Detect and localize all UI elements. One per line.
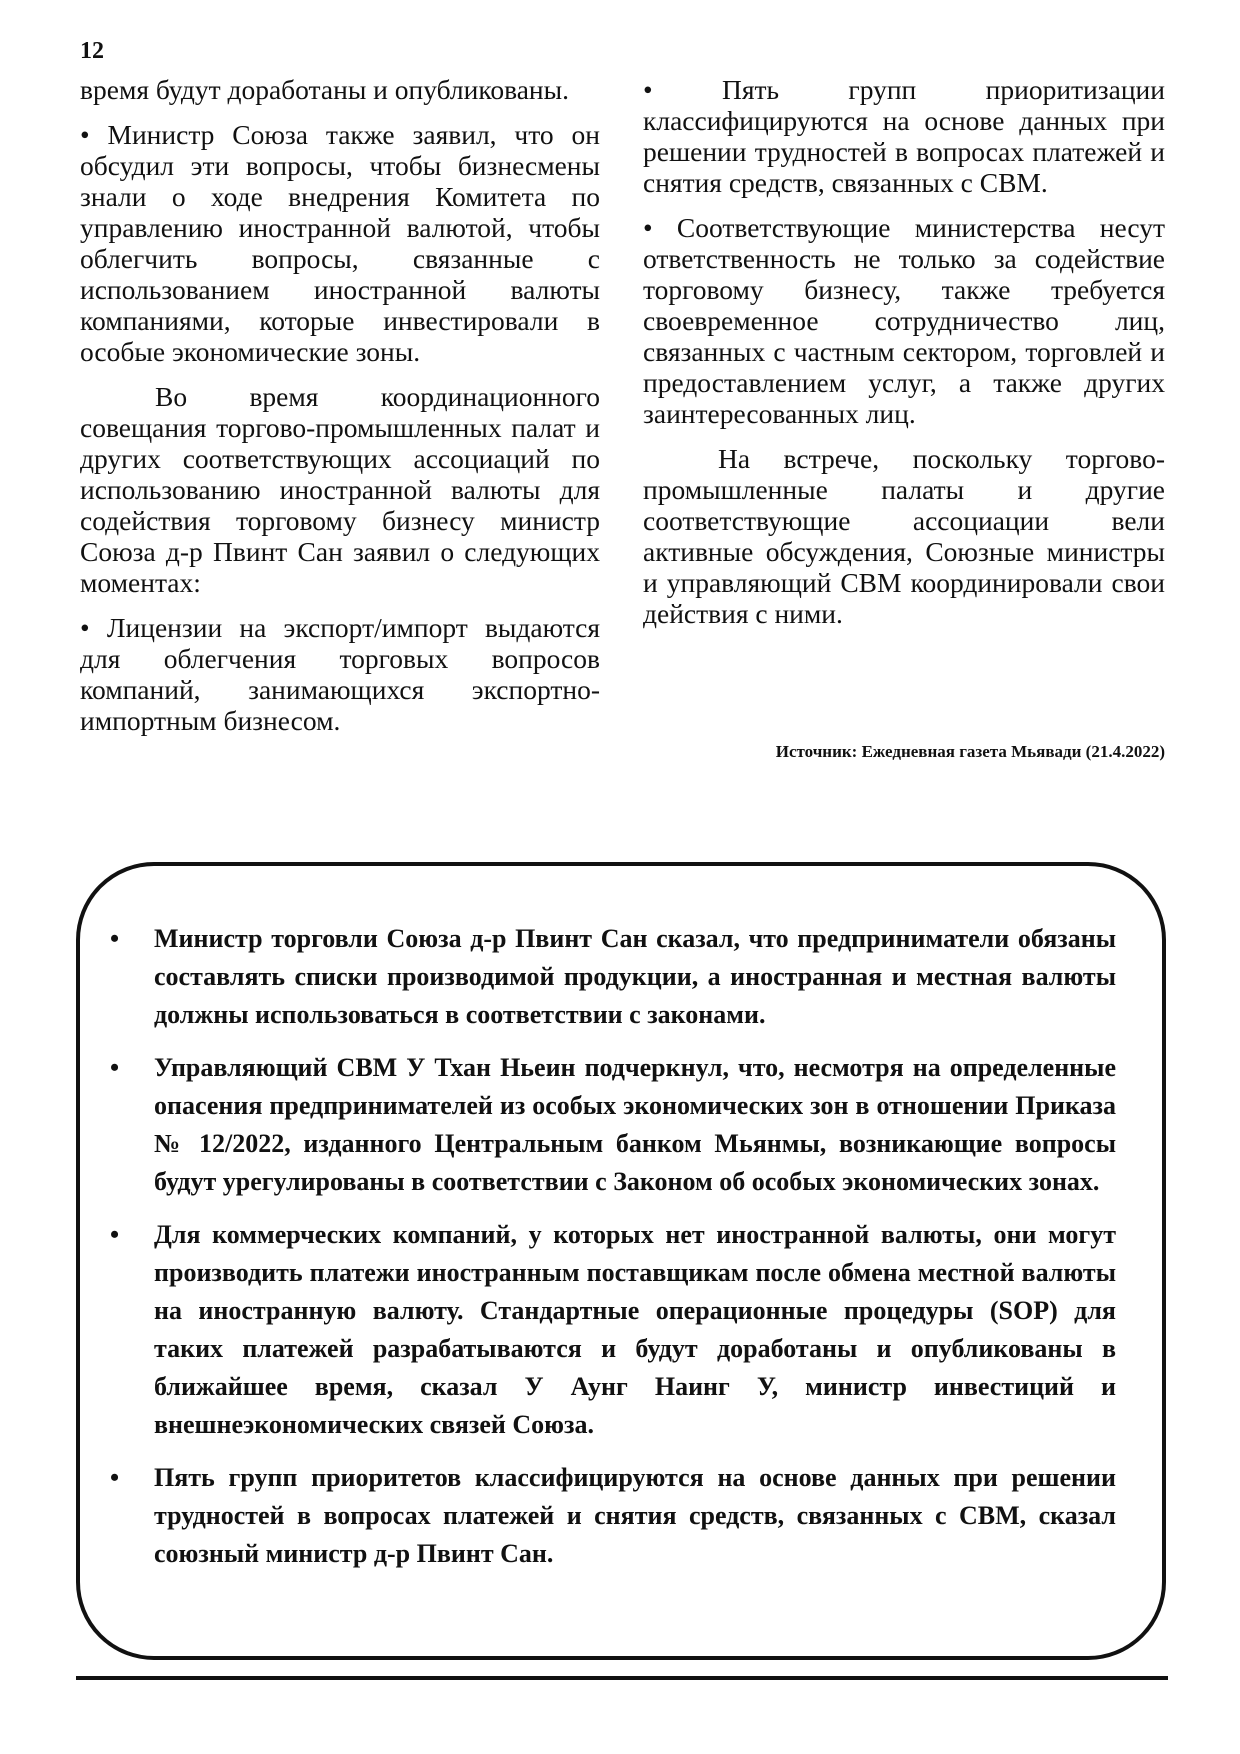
- summary-item-text: Управляющий CBM У Тхан Ньеин подчеркнул, что, несмотря на определенные опасения предпринимателей из особых экономических зон в отношении Приказа № 12/2022, изданного Центральным банком Мьянмы, возникающие вопросы будут урегулированы в соответствии с Законом об особых экономических зонах.: [154, 1053, 1116, 1196]
- page-number: 12: [80, 38, 104, 64]
- bullet-icon: •: [110, 924, 120, 953]
- bullet-icon: •: [110, 1053, 120, 1082]
- summary-item: [110, 1459, 1116, 1573]
- paragraph-meeting-discussion: На встрече, поскольку торгово-промышленные палаты и другие соответствующие ассоциации вели активные обсуждения, Союзные министры и управляющий CBM координировали свои действия с ними.: [643, 443, 1165, 629]
- summary-item: [110, 920, 1116, 1034]
- summary-list: [110, 920, 1116, 1588]
- paragraph-bullet-ministries: • Соответствующие министерства несут ответственность не только за содействие торговому бизнесу, также требуется своевременное сотрудничество лиц, связанных с частным сектором, торговлей и предоставлением услуг, а также других заинтересованных лиц.: [643, 212, 1165, 429]
- paragraph-coordination-meeting: Во время координационного совещания торгово-промышленных палат и других соответствующих ассоциаций по использованию иностранной валюты для содействия торговому бизнесу министр Союза д-р Пвинт Сан заявил о следующих моментах:: [80, 381, 600, 598]
- summary-item-text: Для коммерческих компаний, у которых нет иностранной валюты, они могут производить платежи иностранным поставщикам после обмена местной валюты на иностранную валюту. Стандартные операционные процедуры (SOP) для таких платежей разрабатываются и будут доработаны и опубликованы в ближайшее время, сказал У Аунг Наинг У, министр инвестиций и внешнеэкономических связей Союза.: [154, 1220, 1116, 1439]
- bullet-icon: •: [110, 1463, 120, 1492]
- bottom-divider: [76, 1676, 1168, 1680]
- left-column: [80, 74, 600, 750]
- paragraph-bullet-minister-statement: • Министр Союза также заявил, что он обсудил эти вопросы, чтобы бизнесмены знали о ходе внедрения Комитета по управлению иностранной валютой, чтобы облегчить вопросы, связанные с использованием иностранной валюты компаниями, которые инвестировали в особые экономические зоны.: [80, 119, 600, 367]
- bullet-icon: •: [110, 1220, 120, 1249]
- paragraph-bullet-licenses: • Лицензии на экспорт/импорт выдаются для облегчения торговых вопросов компаний, занимающихся экспортно-импортным бизнесом.: [80, 612, 600, 736]
- summary-item: [110, 1049, 1116, 1201]
- summary-item-text: Министр торговли Союза д-р Пвинт Сан сказал, что предприниматели обязаны составлять списки производимой продукции, а иностранная и местная валюты должны использоваться в соответствии с законами.: [154, 924, 1116, 1029]
- paragraph-continuation: время будут доработаны и опубликованы.: [80, 74, 569, 105]
- summary-box: [76, 862, 1166, 1660]
- summary-item-text: Пять групп приоритетов классифицируются на основе данных при решении трудностей в вопросах платежей и снятия средств, связанных с CBM, сказал союзный министр д-р Пвинт Сан.: [154, 1463, 1116, 1568]
- paragraph-bullet-priority-groups: • Пять групп приоритизации классифицируются на основе данных при решении трудностей в вопросах платежей и снятия средств, связанных с CBM.: [643, 74, 1165, 198]
- source-citation: Источник: Ежедневная газета Мьявади (21.4.2022): [775, 742, 1165, 761]
- summary-item: [110, 1216, 1116, 1444]
- right-column: [643, 74, 1165, 643]
